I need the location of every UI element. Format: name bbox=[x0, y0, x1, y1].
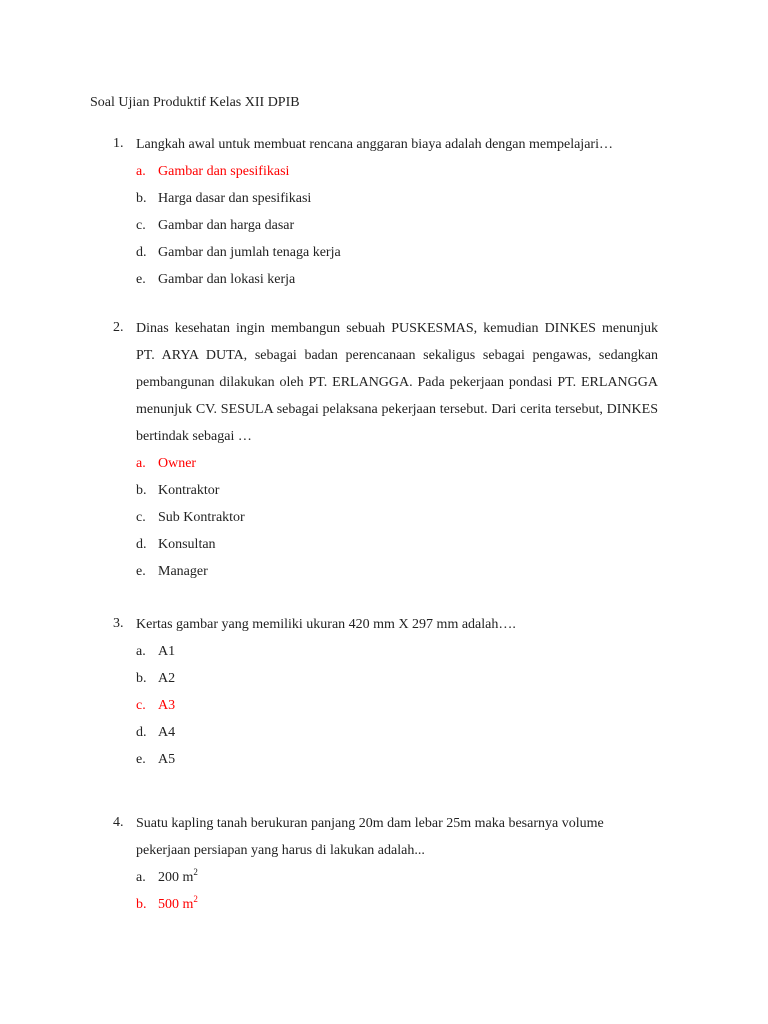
option-value: 200 m bbox=[158, 870, 194, 885]
option-c bbox=[90, 504, 658, 531]
option-c bbox=[90, 692, 658, 719]
option-letter: d. bbox=[136, 245, 147, 260]
option-text: Gambar dan lokasi kerja bbox=[158, 272, 296, 287]
option-a bbox=[90, 638, 658, 665]
option-b bbox=[90, 185, 658, 212]
option-text: Gambar dan spesifikasi bbox=[158, 164, 290, 179]
question-number: 2. bbox=[113, 320, 124, 335]
question-number: 4. bbox=[113, 815, 124, 830]
option-letter: e. bbox=[136, 564, 146, 579]
option-letter: c. bbox=[136, 218, 146, 233]
option-text: Owner bbox=[158, 456, 197, 471]
question-text: Suatu kapling tanah berukuran panjang 20m dam lebar 25m maka besarnya volume pekerjaan persiapan yang harus di lakukan adalah... bbox=[136, 816, 604, 858]
option-c bbox=[90, 212, 658, 239]
question-1 bbox=[90, 134, 658, 293]
option-text: Gambar dan jumlah tenaga kerja bbox=[158, 245, 341, 260]
option-text: A2 bbox=[158, 671, 176, 686]
option-letter: c. bbox=[136, 510, 146, 525]
document-title: Soal Ujian Produktif Kelas XII DPIB bbox=[90, 95, 300, 110]
option-text: Konsultan bbox=[158, 537, 216, 552]
question-text: Langkah awal untuk membuat rencana anggaran biaya adalah dengan mempelajari… bbox=[136, 137, 613, 152]
option-letter: b. bbox=[136, 671, 147, 686]
option-e bbox=[90, 266, 658, 293]
option-a bbox=[90, 158, 658, 185]
option-letter: a. bbox=[136, 870, 146, 885]
option-text: A4 bbox=[158, 725, 176, 740]
question-text: Kertas gambar yang memiliki ukuran 420 mm X 297 mm adalah…. bbox=[136, 617, 516, 632]
option-b bbox=[90, 665, 658, 692]
option-text: Gambar dan harga dasar bbox=[158, 218, 295, 233]
option-letter: d. bbox=[136, 725, 147, 740]
option-value: 500 m bbox=[158, 897, 194, 912]
option-e bbox=[90, 558, 658, 585]
option-letter: a. bbox=[136, 644, 146, 659]
superscript: 2 bbox=[193, 894, 198, 904]
option-letter: a. bbox=[136, 456, 146, 471]
option-letter: b. bbox=[136, 191, 147, 206]
question-4 bbox=[90, 813, 658, 918]
option-b bbox=[90, 891, 658, 918]
question-2 bbox=[90, 318, 658, 585]
option-d bbox=[90, 719, 658, 746]
option-letter: b. bbox=[136, 897, 147, 912]
option-letter: e. bbox=[136, 272, 146, 287]
option-letter: a. bbox=[136, 164, 146, 179]
option-text: Manager bbox=[158, 564, 208, 579]
question-text: Dinas kesehatan ingin membangun sebuah PUSKESMAS, kemudian DINKES menunjuk PT. ARYA DUTA, sebagai badan perencanaan sekaligus sebagai pengawas, sedangkan pembangunan dilakukan oleh PT. ERLANGGA. Pada pekerjaan pondasi PT. ERLANGGA menunjuk CV. SESULA sebagai pelaksana pekerjaan tersebut. Dari cerita tersebut, DINKES bertindak sebagai … bbox=[136, 321, 658, 444]
question-number: 1. bbox=[113, 136, 124, 151]
superscript: 2 bbox=[193, 867, 198, 877]
question-3 bbox=[90, 614, 658, 773]
option-a bbox=[90, 450, 658, 477]
option-d bbox=[90, 239, 658, 266]
option-text: Harga dasar dan spesifikasi bbox=[158, 191, 312, 206]
option-letter: e. bbox=[136, 752, 146, 767]
option-b bbox=[90, 477, 658, 504]
option-text: Sub Kontraktor bbox=[158, 510, 245, 525]
option-letter: b. bbox=[136, 483, 147, 498]
option-letter: d. bbox=[136, 537, 147, 552]
option-text bbox=[158, 891, 198, 918]
option-e bbox=[90, 746, 658, 773]
option-text: A5 bbox=[158, 752, 176, 767]
option-text bbox=[158, 864, 198, 891]
option-text: Kontraktor bbox=[158, 483, 220, 498]
question-number: 3. bbox=[113, 616, 124, 631]
option-text: A3 bbox=[158, 698, 176, 713]
option-a bbox=[90, 864, 658, 891]
option-d bbox=[90, 531, 658, 558]
option-text: A1 bbox=[158, 644, 176, 659]
option-letter: c. bbox=[136, 698, 146, 713]
